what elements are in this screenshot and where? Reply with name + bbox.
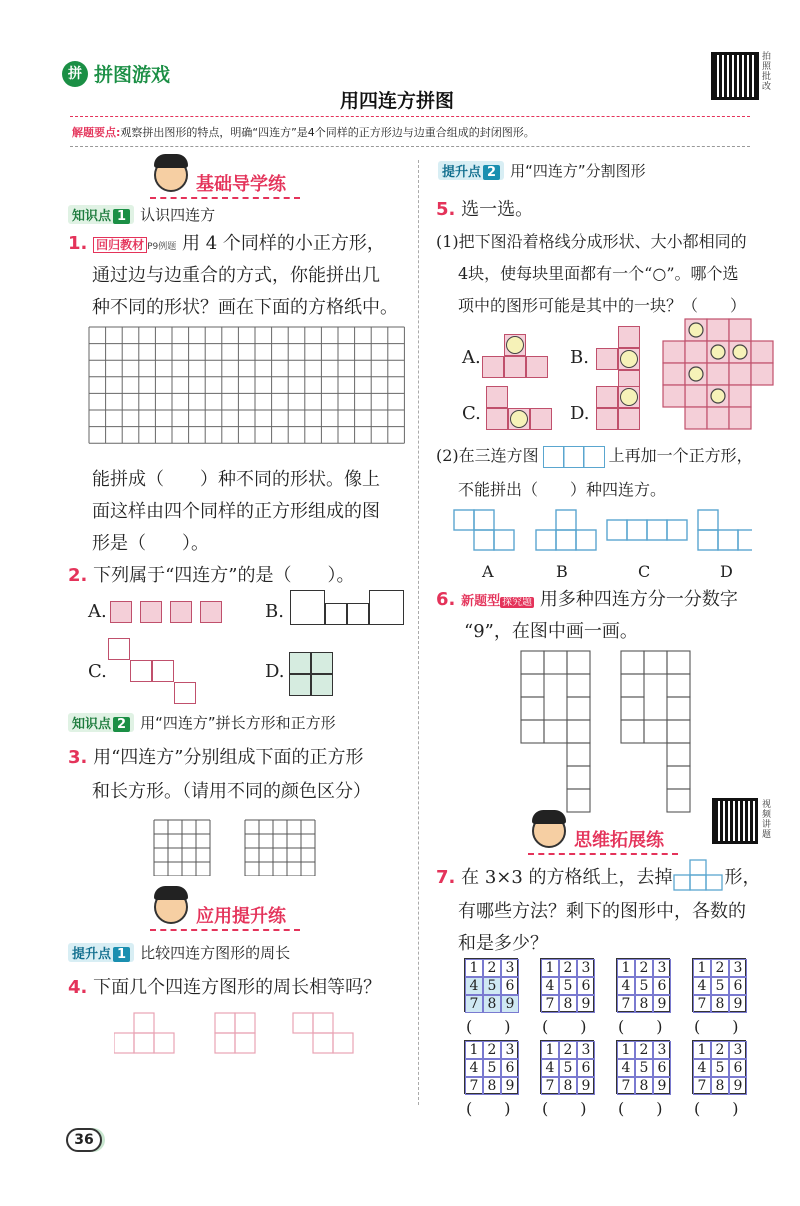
banner-apply: 应用提升练: [150, 902, 300, 928]
number-grid-3x3[interactable]: [540, 1040, 594, 1094]
grid-cell: 1: [693, 959, 711, 977]
question-6-line1: 6. 新题型 探究题 用多种四连方分一分数字: [436, 589, 738, 610]
grid-cell: 3: [577, 1041, 595, 1059]
grid-cell: 2: [483, 959, 501, 977]
cross-figure-with-circles: [662, 318, 774, 430]
section-header: [62, 60, 170, 87]
grid-cell: 6: [729, 977, 747, 995]
grid-cell: 5: [559, 977, 577, 995]
grid-cell: 6: [577, 977, 595, 995]
grid-cell: 5: [483, 1059, 501, 1077]
grid-cell: 8: [559, 995, 577, 1013]
digit-nine-grid-left[interactable]: [520, 650, 592, 818]
question-7-line1: 7. 在 3×3 的方格纸上，去掉 形，: [436, 862, 761, 894]
digit-nine-grid-right[interactable]: [620, 650, 692, 818]
section-label: 拼图游戏: [94, 64, 171, 86]
number-grid-3x3[interactable]: [540, 958, 594, 1012]
question-1-line3: 种不同的形状？画在下面的方格纸中。: [92, 297, 398, 318]
question-3-line1: 3. 用“四连方”分别组成下面的正方形: [68, 747, 364, 768]
question-4: 4. 下面几个四连方图形的周长相等吗？: [68, 977, 382, 998]
tetromino-z-shape: [292, 1012, 364, 1056]
grid-cell: 9: [729, 1077, 747, 1095]
grid-cell: 4: [693, 1059, 711, 1077]
knowledge-point-1: 知识点 1 认识四连方: [68, 204, 215, 225]
question-1-line2: 通过边与边重合的方式，你能拼出几: [92, 265, 380, 286]
option-d-label: D.: [265, 661, 285, 682]
number-grid-3x3[interactable]: [692, 958, 746, 1012]
page-number: 36: [66, 1128, 102, 1152]
section-icon: 拼: [62, 61, 88, 87]
grid-cell: 3: [653, 959, 671, 977]
grid-paper[interactable]: [88, 326, 408, 456]
grid-cell: 8: [559, 1077, 577, 1095]
grid-cell: 2: [635, 959, 653, 977]
banner-thinking: 思维拓展练: [528, 826, 678, 852]
grid-cell: 7: [541, 995, 559, 1013]
grid-cell: 9: [577, 1077, 595, 1095]
grid-cell: 4: [617, 1059, 635, 1077]
grid-cell: 4: [465, 977, 483, 995]
grid-cell: 8: [483, 1077, 501, 1095]
grid-cell: 1: [617, 959, 635, 977]
grid-cell: 7: [465, 1077, 483, 1095]
grid-cell: 4: [541, 977, 559, 995]
improvement-point-1: 提升点 1 比较四连方图形的周长: [68, 942, 290, 963]
grid-cell: 2: [483, 1041, 501, 1059]
grid-cell: 4: [617, 977, 635, 995]
grid-cell: 6: [501, 977, 519, 995]
option-label-c: C: [638, 562, 651, 581]
answer-blank[interactable]: ( ): [466, 1017, 511, 1036]
grid-cell: 5: [711, 1059, 729, 1077]
answer-blank[interactable]: ( ): [694, 1099, 739, 1118]
answer-blank[interactable]: ( ): [694, 1017, 739, 1036]
grid-cell: 9: [653, 995, 671, 1013]
grid-cell: 1: [465, 959, 483, 977]
number-grid-3x3[interactable]: [464, 1040, 518, 1094]
q5-option-d-label: D.: [570, 403, 590, 424]
grid-cell: 5: [635, 1059, 653, 1077]
grid-cell: 7: [617, 1077, 635, 1095]
grid-cell: 5: [711, 977, 729, 995]
t-tetromino-shape: [673, 863, 725, 893]
grid-cell: 9: [729, 995, 747, 1013]
answer-blank[interactable]: ( ): [618, 1017, 663, 1036]
divider: [70, 116, 750, 117]
number-grid-3x3[interactable]: [464, 958, 518, 1012]
option-c-label: C.: [88, 661, 107, 682]
grid-cell: 8: [711, 1077, 729, 1095]
child-mascot-icon: [532, 814, 566, 848]
question-1-line1: 1. 回归教材 P9例题 用 4 个同样的小正方形，: [68, 233, 385, 254]
grid-cell: 2: [711, 1041, 729, 1059]
divider: [70, 146, 750, 147]
question-7-line2: 有哪些方法？剩下的图形中，各数的: [458, 901, 746, 922]
option-b-label: B.: [265, 601, 284, 622]
grid-cell: 9: [577, 995, 595, 1013]
grid-cell: 4: [693, 977, 711, 995]
grid-cell: 1: [541, 959, 559, 977]
option-label-a: A: [482, 562, 494, 581]
grid-cell: 5: [635, 977, 653, 995]
option-label-d: D: [720, 562, 733, 581]
grid-cell: 3: [501, 1041, 519, 1059]
grid-cell: 9: [501, 1077, 519, 1095]
question-6-line2: “9”，在图中画一画。: [464, 621, 638, 642]
grid-cell: 2: [559, 959, 577, 977]
number-grid-3x3[interactable]: [616, 958, 670, 1012]
option-label-b: B: [556, 562, 568, 581]
question-5-part2-line1: (2)在三连方图 上再加一个正方形，: [436, 440, 753, 472]
grid-cell: 8: [711, 995, 729, 1013]
grid-cell: 7: [541, 1077, 559, 1095]
grid-cell: 9: [501, 995, 519, 1013]
answer-blank[interactable]: ( ): [542, 1017, 587, 1036]
question-2: 2. 下列属于“四连方”的是（ ）。: [68, 565, 355, 586]
question-5-part2-line2: 不能拼出（ ）种四连方。: [458, 480, 667, 499]
grid-cell: 5: [483, 977, 501, 995]
q5-option-c-label: C.: [462, 403, 481, 424]
grid-cell: 2: [559, 1041, 577, 1059]
tetromino-square-shape: [214, 1012, 264, 1056]
grid-cell: 8: [635, 995, 653, 1013]
grid-cell: 5: [559, 1059, 577, 1077]
page-title: 用四连方拼图: [340, 90, 455, 112]
grid-cell: 7: [693, 1077, 711, 1095]
grid-cell: 1: [617, 1041, 635, 1059]
grid-cell: 9: [653, 1077, 671, 1095]
square-grid-4x4[interactable]: [152, 818, 214, 876]
grid-cell: 6: [729, 1059, 747, 1077]
badge: 新题型: [461, 594, 501, 609]
rectangle-grid-4x5[interactable]: [243, 818, 317, 876]
grid-cell: 3: [729, 959, 747, 977]
child-mascot-icon: [154, 890, 188, 924]
q5-option-a-label: A.: [462, 347, 481, 368]
grid-cell: 7: [465, 995, 483, 1013]
grid-cell: 7: [693, 995, 711, 1013]
grid-cell: 3: [653, 1041, 671, 1059]
question-1-answer2: 面这样由四个同样的正方形组成的图: [92, 501, 380, 522]
option-a-label: A.: [88, 601, 107, 622]
grid-cell: 6: [501, 1059, 519, 1077]
q5-option-b-label: B.: [570, 347, 589, 368]
triomino-shape: [543, 446, 605, 468]
grid-cell: 1: [541, 1041, 559, 1059]
question-5-part1-line1: (1)把下图沿着格线分成形状、大小都相同的: [436, 232, 747, 251]
tip: [72, 124, 535, 140]
grid-cell: 2: [711, 959, 729, 977]
grid-cell: 4: [465, 1059, 483, 1077]
improvement-point-2: 提升点 2 用“四连方”分割图形: [438, 160, 646, 181]
question-3-line2: 和长方形。（请用不同的颜色区分）: [92, 781, 371, 802]
tetromino-t-shape: [114, 1012, 186, 1056]
question-7-line3: 和是多少？: [458, 933, 548, 954]
grid-cell: 1: [465, 1041, 483, 1059]
knowledge-point-2: 知识点 2 用“四连方”拼长方形和正方形: [68, 712, 336, 733]
grid-cell: 1: [693, 1041, 711, 1059]
grid-cell: 4: [541, 1059, 559, 1077]
qr-label: 视频讲题: [762, 800, 772, 840]
question-5: 5. 选一选。: [436, 199, 534, 220]
grid-cell: 6: [653, 977, 671, 995]
grid-cell: 3: [729, 1041, 747, 1059]
number-grid-3x3[interactable]: [692, 1040, 746, 1094]
question-5-part1-line3: 项中的图形可能是其中的一块？（ ）: [458, 296, 747, 315]
qr-code-icon[interactable]: [711, 52, 759, 100]
number-grid-3x3[interactable]: [616, 1040, 670, 1094]
grid-cell: 2: [635, 1041, 653, 1059]
grid-cell: 7: [617, 995, 635, 1013]
banner-basic: 基础导学练: [150, 170, 300, 196]
grid-cell: 8: [483, 995, 501, 1013]
grid-cell: 6: [577, 1059, 595, 1077]
qr-label: 拍照批改: [762, 52, 772, 92]
answer-blank[interactable]: ( ): [542, 1099, 587, 1118]
grid-cell: 3: [577, 959, 595, 977]
question-5-part1-line2: 4块，使每块里面都有一个“○”。哪个选: [458, 264, 739, 283]
tip-label: 解题要点:: [72, 126, 121, 139]
answer-blank[interactable]: ( ): [466, 1099, 511, 1118]
q5-part2-shapes[interactable]: [452, 508, 752, 556]
grid-cell: 8: [635, 1077, 653, 1095]
badge: 回归教材: [93, 237, 147, 253]
qr-code-icon[interactable]: [712, 798, 758, 844]
tip-text: 观察拼出图形的特点，明确“四连方”是4个同样的正方形边与边重合组成的封闭图形。: [120, 126, 535, 139]
child-mascot-icon: [154, 158, 188, 192]
column-divider: [418, 160, 419, 1105]
question-1-answer1: 能拼成（ ）种不同的形状。像上: [92, 469, 380, 490]
grid-cell: 6: [653, 1059, 671, 1077]
question-1-answer3: 形是（ ）。: [92, 533, 209, 554]
answer-blank[interactable]: ( ): [618, 1099, 663, 1118]
grid-cell: 3: [501, 959, 519, 977]
